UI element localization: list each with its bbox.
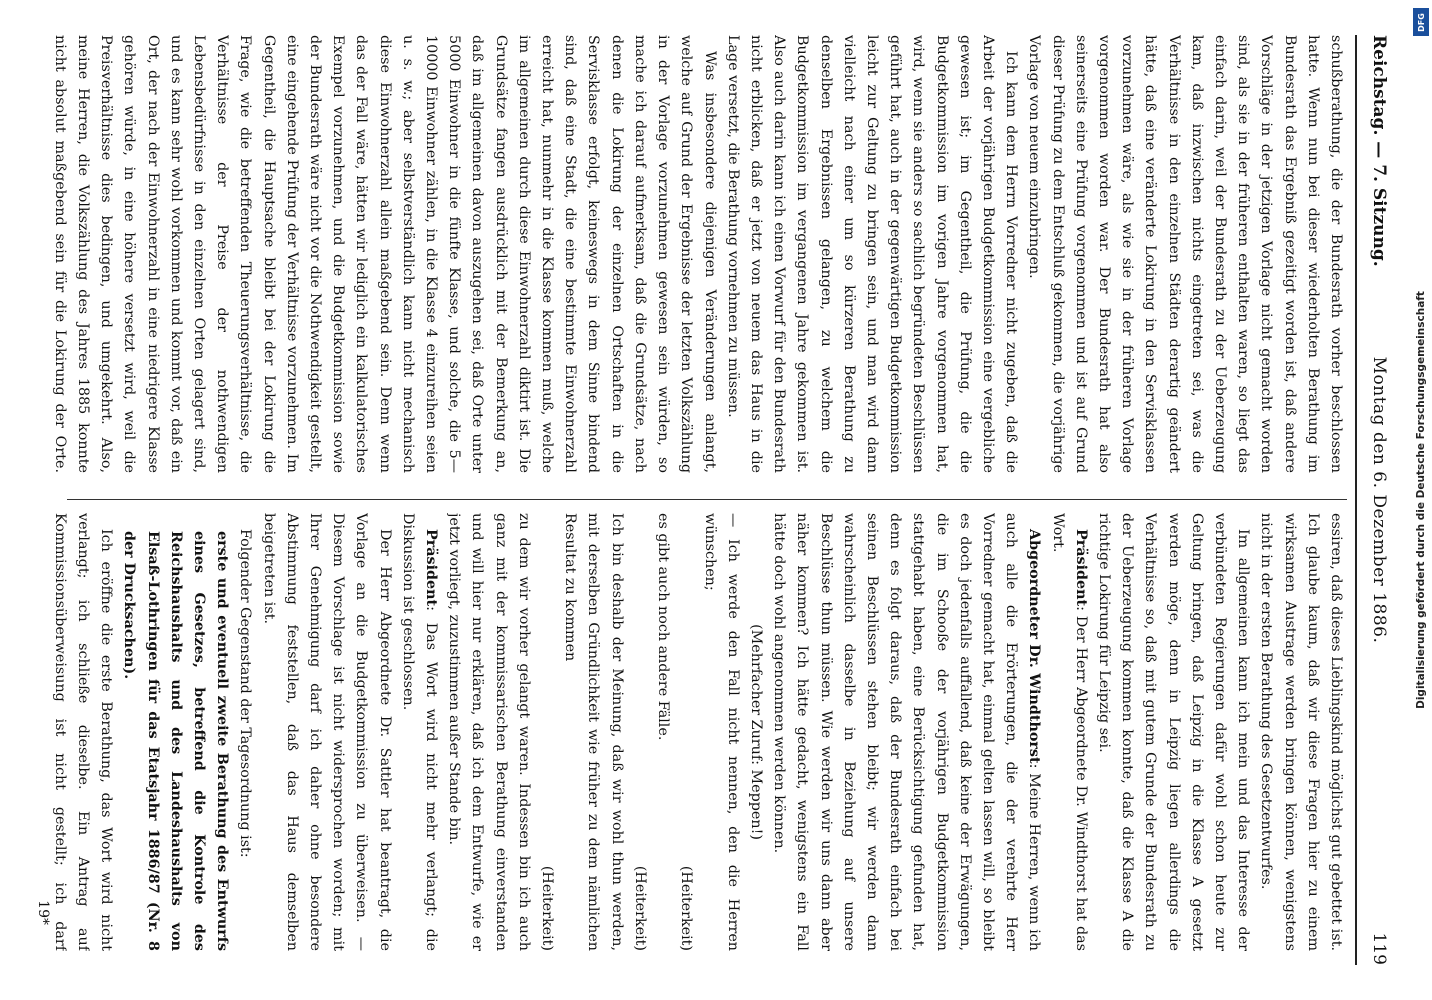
paragraph-text: zu dem wir vorher gelangt waren. Indessen bin ich auch ganz mit der kommissarischen Berathung einverstanden und will hier nur erklären, daß ich dem Entwurfe, wie er jetzt vorliegt, zuzustimmen außer Stande bin. bbox=[446, 513, 532, 951]
paragraph-text: schußberathung, die der Bundesrath vorher beschlossen hatte. Wenn nun bei dieser wiederholten Berathung im Bundesrath das Ergebniß gezeitigt worden ist, daß andere Vorschläge in der jetzigen Vorlage nicht gemacht worden sind, als sie in der früheren enthalten waren, so liegt das einfach darin, weil der Bundesrath zu der Ueberzeugung kam, daß inzwischen nichts eingetreten sei, was die Verhältnisse in den einzelnen Städten derartig geändert hätte, daß eine veränderte Lokirung in den Servisklassen vorzunehmen wäre, als wie sie in der früheren Vorlage vorgenommen worden war. Der Bundesrath hat also seinerseits eine Prüfung vorgenommen und ist auf Grund dieser Prüfung zu dem Entschluß gekommen, die vorjährige Vorlage von neuem einzubringen. bbox=[1026, 35, 1344, 473]
paragraph bbox=[651, 513, 674, 951]
paragraph bbox=[1254, 513, 1347, 951]
paragraph: Abgeordneter Dr. Windthorst: Meine Herren, wenn ich auch alle die Erörterungen, die der verehrte Herr Vorredner gemacht hat, einmal gelten lassen will, so bleibt es doch jedenfalls auffallend, daß keine der Erwägungen, die im Schooße der vorjährigen Budgetkommission stattgehabt haben, eine Berücksichtigung gefunden hat, denn es folgt daraus, daß der Bundesrath einfach bei seinen Beschlüssen stehen bleibt; wir werden dann wahrscheinlich dasselbe in Beziehung auf unsere Beschlüsse thun müssen. Wie werden wir uns dann aber näher kommen? Ich hätte gedacht, wenigstens ein Fall hätte doch wohl angenommen werden können. bbox=[771, 513, 1043, 951]
paragraph-text: (Mehrfacher Zuruf: Meppen!) bbox=[747, 624, 764, 840]
header-rule bbox=[1355, 35, 1357, 965]
paragraph-text: (Heiterkeit) bbox=[678, 865, 695, 951]
paragraph-text: (Heiterkeit) bbox=[539, 865, 556, 951]
paragraph bbox=[47, 513, 117, 951]
paragraph bbox=[442, 513, 535, 951]
paragraph bbox=[117, 513, 233, 951]
signature-mark: 19* bbox=[35, 900, 51, 925]
paragraph bbox=[1092, 513, 1254, 951]
paragraph-text: (Heiterkeit) bbox=[631, 865, 648, 951]
paragraph bbox=[558, 513, 628, 951]
paragraph bbox=[1022, 35, 1347, 473]
dfg-logo-text: DFG bbox=[1416, 12, 1426, 32]
column-divider bbox=[67, 499, 1347, 500]
paragraph-text: Der Herr Abgeordnete Dr. Windthorst hat das Wort. bbox=[1049, 513, 1089, 951]
paragraph-text: Ich bin deshalb der Meinung, daß wir wohl thun werden, mit derselben Gründlichkeit wie früher zu dem nämlichen Resultat zu kommen bbox=[562, 513, 625, 951]
paragraph-text: — Ich werde den Fall nicht nennen, den die Herren wünschen; bbox=[701, 513, 741, 951]
right-column bbox=[47, 513, 1347, 951]
paragraph-text: es gibt auch noch andere Fälle. bbox=[655, 513, 672, 741]
paragraph-text: erste und eventuell zweite Berathung des Entwurfs eines Gesetzes, betreffend die Kontrole des Reichshaushalts und des Landeshaushalts von Elsaß-Lothringen für das Etatsjahr 1886/87 (Nr. 8 der Drucksachen). bbox=[121, 531, 231, 951]
paragraph-text: Ich eröffne die erste Berathung, das Wort wird nicht verlangt; ich schließe dieselbe. Ein Antrag auf Kommissionsüberweisung ist nicht gestellt; ich darf bbox=[51, 513, 115, 951]
paragraph bbox=[256, 513, 395, 951]
paragraph: Präsident: Das Wort wird nicht mehr verlangt; die Diskussion ist geschlossen. bbox=[399, 513, 440, 951]
paragraph-text: Meine Herren, wenn ich auch alle die Erörterungen, die der verehrte Herr Vorredner gemacht hat, einmal gelten lassen will, so bleibt es doch jedenfalls auffallend, daß keine der Erwägungen, die im Schooße der vorjährigen Budgetkommission stattgehabt haben, eine Berücksichtigung gefunden hat, denn es folgt daraus, daß der Bundesrath einfach bei seinen Beschlüssen stehen bleibt; wir werden dann wahrscheinlich dasselbe in Beziehung auf unsere Beschlüsse thun müssen. Wie werden wir uns dann aber näher kommen? Ich hätte gedacht, wenigstens ein Fall hätte doch wohl angenommen werden können. bbox=[771, 513, 1043, 951]
paragraph bbox=[744, 513, 767, 951]
digitization-notice bbox=[1410, 0, 1432, 1000]
header-session: Reichstag. — 7. Sitzung. bbox=[1369, 35, 1389, 267]
left-column bbox=[47, 35, 1347, 473]
paragraph-text: Folgender Gegenstand der Tagesordnung ist: bbox=[237, 529, 254, 858]
rotated-page-content bbox=[31, 35, 1401, 965]
paragraph-text: essiren, daß dieses Lieblingskind möglichst gut gebettet ist. Ich glaube kaum, daß wir diese Fragen hier zu einem wirksamen Austrage werden bringen können, wenigstens nicht in der ersten Berathung des Gesetzentwurfes. bbox=[1258, 513, 1344, 951]
paragraph-text: Das Wort wird nicht mehr verlangt; die Diskussion ist geschlossen. bbox=[399, 513, 440, 951]
paragraph-text: Der Herr Abgeordnete Dr. Sattler hat beantragt, die Vorlage an die Budgetkommission zu überweisen. — Diesem Vorschlage ist nicht widersprochen worden; mit Ihrer Genehmigung darf ich daher ohne besondere Abstimmung feststellen, daß das Haus demselben beigetreten ist. bbox=[260, 513, 393, 951]
digitization-notice-text: Digitalisierung gefördert durch die Deutsche Forschungsgemeinschaft bbox=[1415, 291, 1427, 709]
paragraph bbox=[674, 513, 697, 951]
speaker-name: Präsident bbox=[423, 529, 440, 607]
paragraph-text: Ich kann dem Herrn Vorredner nicht zugeben, daß die Arbeit der vorjährigen Budgetkommission eine vergebliche gewesen ist; im Gegentheil, die Prüfung, die die Budgetkommission im vorigen Jahre vorgenommen hat, wird, wenn sie anders so sachlich begründeten Beschlüssen geführt hat, auch in der gegenwärtigen Budgetkommission leicht zur Geltung zu bringen sein, und man wird dann vielleicht nach einer um so kürzeren Berathung zu denselben Ergebnissen gelangen, zu welchem die Budgetkommission im vergangenen Jahre gekommen ist. Also auch darin kann ich einen Vorwurf für den Bundesrath nicht erblicken, daß er jetzt von neuem das Haus in die Lage versetzt, die Berathung vornehmen zu müssen. bbox=[724, 35, 1020, 473]
running-header bbox=[1357, 35, 1401, 965]
dfg-logo bbox=[1413, 8, 1429, 36]
paragraph-text: Was insbesondere diejenigen Veränderungen anlangt, welche auf Grund der Ergebnisse der letzten Volkszählung in der Vorlage vorzunehmen gewesen sein würden, so mache ich darauf aufmerksam, daß die Grundsätze, nach denen die Lokirung der einzelnen Ortschaften in die Servisklasse erfolgt, keineswegs in dem Sinne bindend sind, daß eine Stadt, die eine bestimmte Einwohnerzahl erreicht hat, nunmehr in die Klasse kommen muß, welche im allgemeinen durch diese Einwohnerzahl diktirt ist. Die Grundsätze fangen ausdrücklich mit der Bemerkung an, daß im allgemeinen davon auszugehen sei, daß Orte unter 5000 Einwohner in die fünfte Klasse, und solche, die 5—10000 Einwohner zählen, in die Klasse 4 einzureihen seien u. s. w.; aber selbstverständlich kann nicht mechanisch diese Einwohnerzahl allein maßgebend sein. Denn wenn das der Fall wäre, hätten wir lediglich ein kalkulatorisches Exempel vorzunehmen, und die Budgetkommission sowie der Bundesrath wäre nicht vor die Nothwendigkeit gestellt, eine eingehende Prüfung der Verhältnisse vorzunehmen. Im Gegentheil, die Hauptsache bleibt bei der Lokirung die Frage, wie die betreffenden Theuerungsverhältnisse, die Verhältnisse der Preise der nothwendigen Lebensbedürfnisse in den einzelnen Orten gelagert sind, und es kann sehr wohl vorkommen und kommt vor, daß ein Ort, der nach der Einwohnerzahl in eine niedrigere Klasse gehören würde, in eine höhere versetzt wird, weil die Preisverhältnisse dies bedingen, und umgekehrt. Also, meine Herren, die Volkszählung des Jahres 1885 konnte nicht absolut maßgebend sein für die Lokirung der Orte. bbox=[51, 35, 718, 473]
paragraph bbox=[535, 513, 558, 951]
speaker-name: Abgeordneter Dr. Windthorst bbox=[1026, 529, 1043, 764]
paragraph bbox=[233, 513, 256, 951]
paragraph bbox=[628, 513, 651, 951]
paragraph bbox=[721, 35, 1023, 473]
paragraph-text: Im allgemeinen kann ich mein und das Interesse der verbündeten Regierungen dafür wohl schon heute zur Geltung bringen, daß Leipzig in die Klasse A gesetzt werden möge, denn in Leipzig liegen allerdings die Verhältnisse so, daß mit gutem Grunde der Bundesrath zu der Ueberzeugung kommen konnte, daß die Klasse A die richtige Lokirung für Leipzig sei. bbox=[1095, 513, 1252, 951]
paragraph bbox=[47, 35, 721, 473]
paragraph bbox=[697, 513, 743, 951]
paragraph: Präsident: Der Herr Abgeordnete Dr. Windthorst hat das Wort. bbox=[1049, 513, 1089, 951]
header-date: Montag den 6. Dezember 1886. bbox=[1369, 356, 1389, 644]
page-number: 119 bbox=[1369, 932, 1389, 965]
speaker-name: Präsident bbox=[1072, 529, 1089, 607]
